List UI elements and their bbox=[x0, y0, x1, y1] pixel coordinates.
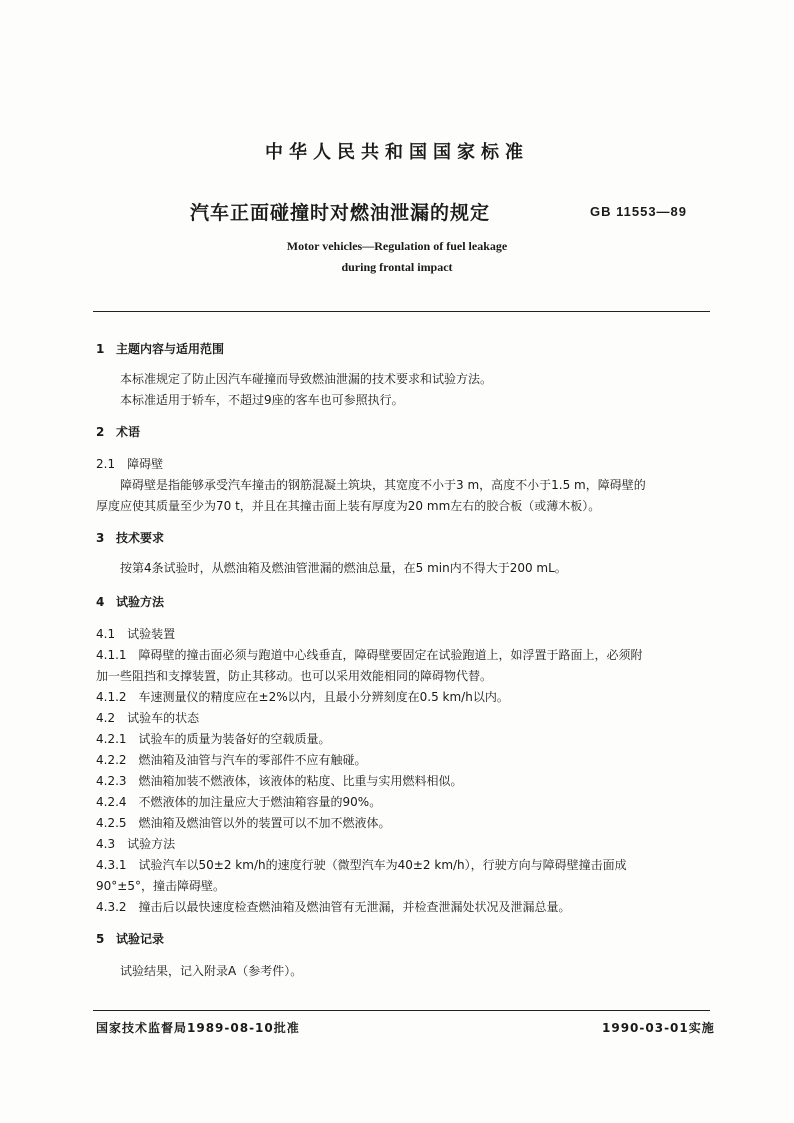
footer-rule bbox=[93, 1010, 710, 1011]
subsection-heading: 4.3 试验方法 bbox=[96, 837, 176, 851]
section-title: 主题内容与适用范围 bbox=[116, 342, 225, 356]
paragraph: 4.1.2 车速测量仪的精度应在±2%以内，且最小分辨刻度在0.5 km/h以内。 bbox=[96, 690, 509, 704]
section-number: 2 bbox=[96, 425, 105, 439]
section-title: 术语 bbox=[116, 425, 141, 439]
paragraph: 按第4条试验时，从燃油箱及燃油管泄漏的燃油总量，在5 min内不得大于200 mL。 bbox=[120, 561, 567, 575]
paragraph: 本标准规定了防止因汽车碰撞而导致燃油泄漏的技术要求和试验方法。 bbox=[120, 372, 493, 386]
subsection-heading: 4.1 试验装置 bbox=[96, 627, 176, 641]
document-title-cn: 汽车正面碰撞时对燃油泄漏的规定 bbox=[190, 202, 491, 224]
section-3-heading bbox=[96, 529, 164, 546]
approval-line: 国家技术监督局1989-08-10批准 bbox=[96, 1021, 300, 1035]
paragraph: 加一些阻挡和支撑装置，防止其移动。也可以采用效能相同的障碍物代替。 bbox=[96, 669, 493, 683]
section-number: 4 bbox=[96, 595, 105, 609]
section-title: 试验方法 bbox=[116, 595, 165, 609]
section-2-heading bbox=[96, 423, 140, 440]
section-title: 技术要求 bbox=[116, 531, 165, 545]
section-number: 5 bbox=[96, 932, 105, 946]
paragraph: 4.2.5 燃油箱及燃油管以外的装置可以不加不燃液体。 bbox=[96, 816, 391, 830]
document-title-en-line1: Motor vehicles—Regulation of fuel leakage bbox=[286, 239, 508, 253]
paragraph: 厚度应使其质量至少为70 t，并且在其撞击面上装有厚度为20 mm左右的胶合板（或薄木板）。 bbox=[96, 499, 601, 513]
document-title-en-line2: during frontal impact bbox=[341, 260, 453, 274]
standard-code: GB 11553—89 bbox=[590, 204, 688, 219]
paragraph: 4.2.4 不燃液体的加注量应大于燃油箱容量的90%。 bbox=[96, 795, 382, 809]
section-number: 1 bbox=[96, 342, 105, 356]
section-5-heading bbox=[96, 930, 164, 947]
paragraph: 4.3.1 试验汽车以50±2 km/h的速度行驶（微型汽车为40±2 km/h），行驶方向与障碍壁撞击面成 bbox=[96, 858, 627, 872]
paragraph: 试验结果，记入附录A（参考件）。 bbox=[120, 964, 303, 978]
effective-date: 1990-03-01实施 bbox=[602, 1021, 715, 1035]
paragraph: 4.2.3 燃油箱加装不燃液体，该液体的粘度、比重与实用燃料相似。 bbox=[96, 774, 463, 788]
paragraph: 4.1.1 障碍壁的撞击面必须与跑道中心线垂直，障碍壁要固定在试验跑道上，如浮置于路面上，必须附 bbox=[96, 648, 643, 662]
header-rule bbox=[93, 311, 710, 312]
subsection-heading: 2.1 障碍壁 bbox=[96, 457, 164, 471]
paragraph: 90°±5°，撞击障碍壁。 bbox=[96, 879, 225, 893]
section-1-heading bbox=[96, 340, 224, 357]
paragraph: 4.2.2 燃油箱及油管与汽车的零部件不应有触碰。 bbox=[96, 753, 367, 767]
section-4-heading bbox=[96, 593, 164, 610]
section-title: 试验记录 bbox=[116, 932, 165, 946]
section-number: 3 bbox=[96, 531, 105, 545]
subsection-heading: 4.2 试验车的状态 bbox=[96, 711, 200, 725]
paragraph: 障碍壁是指能够承受汽车撞击的钢筋混凝土筑块，其宽度不小于3 m，高度不小于1.5 m，障碍壁的 bbox=[120, 478, 646, 492]
paragraph: 4.3.2 撞击后以最快速度检查燃油箱及燃油管有无泄漏，并检查泄漏处状况及泄漏总量。 bbox=[96, 900, 571, 914]
paragraph: 4.2.1 试验车的质量为装备好的空载质量。 bbox=[96, 732, 331, 746]
standard-type-header: 中华人民共和国国家标准 bbox=[265, 142, 529, 163]
paragraph: 本标准适用于轿车，不超过9座的客车也可参照执行。 bbox=[120, 393, 404, 407]
